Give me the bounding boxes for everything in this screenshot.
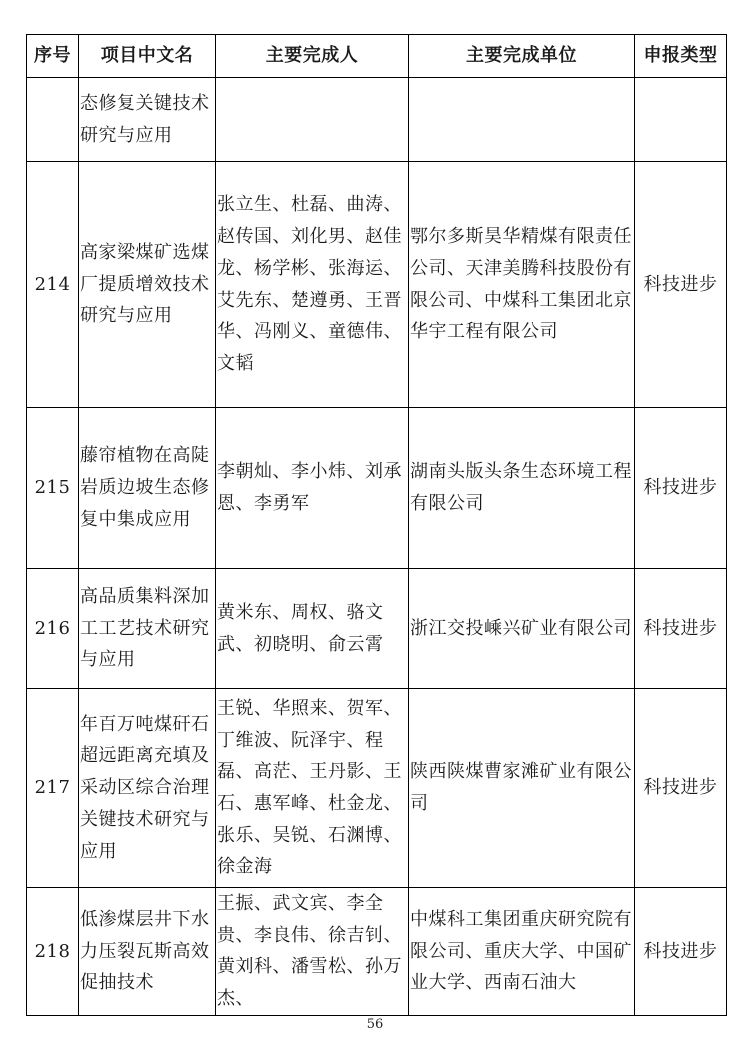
declaration-type <box>635 78 727 162</box>
header-no: 序号 <box>27 35 79 78</box>
main-units: 浙江交投嵊兴矿业有限公司 <box>409 569 635 689</box>
declaration-type: 科技进步 <box>635 689 727 888</box>
declaration-type: 科技进步 <box>635 162 727 408</box>
table-row <box>27 569 727 689</box>
main-contributors <box>216 78 409 162</box>
row-number <box>27 78 79 162</box>
project-name: 低渗煤层井下水力压裂瓦斯高效促抽技术 <box>79 888 216 1016</box>
header-unit: 主要完成单位 <box>409 35 635 78</box>
row-number: 216 <box>27 569 79 689</box>
main-units: 湖南头版头条生态环境工程有限公司 <box>409 408 635 569</box>
declaration-type: 科技进步 <box>635 888 727 1016</box>
main-contributors: 李朝灿、李小炜、刘承恩、李勇军 <box>216 408 409 569</box>
main-contributors: 黄米东、周权、骆文武、初晓明、俞云霄 <box>216 569 409 689</box>
main-units <box>409 78 635 162</box>
project-name: 高家梁煤矿选煤厂提质增效技术研究与应用 <box>79 162 216 408</box>
project-name: 态修复关键技术研究与应用 <box>79 78 216 162</box>
main-contributors: 张立生、杜磊、曲涛、赵传国、刘化男、赵佳龙、杨学彬、张海运、艾先东、楚遵勇、王晋华、冯刚义、童德伟、文韬 <box>216 162 409 408</box>
main-units: 中煤科工集团重庆研究院有限公司、重庆大学、中国矿业大学、西南石油大 <box>409 888 635 1016</box>
header-type: 申报类型 <box>635 35 727 78</box>
row-number: 217 <box>27 689 79 888</box>
table-row <box>27 78 727 162</box>
project-name: 高品质集料深加工工艺技术研究与应用 <box>79 569 216 689</box>
project-name: 年百万吨煤矸石超远距离充填及采动区综合治理关键技术研究与应用 <box>79 689 216 888</box>
header-people: 主要完成人 <box>216 35 409 78</box>
table-row <box>27 888 727 1016</box>
declaration-type: 科技进步 <box>635 408 727 569</box>
page-number: 56 <box>366 1017 384 1032</box>
project-name: 藤帘植物在高陡岩质边坡生态修复中集成应用 <box>79 408 216 569</box>
row-number: 214 <box>27 162 79 408</box>
table-row <box>27 162 727 408</box>
declaration-type: 科技进步 <box>635 569 727 689</box>
main-units: 陕西陕煤曹家滩矿业有限公司 <box>409 689 635 888</box>
row-number: 215 <box>27 408 79 569</box>
awards-table <box>26 34 727 1016</box>
table-row <box>27 689 727 888</box>
header-row <box>27 35 727 78</box>
header-name: 项目中文名 <box>79 35 216 78</box>
main-contributors: 王振、武文宾、李全贵、李良伟、徐吉钊、黄刘科、潘雪松、孙万杰、 <box>216 888 409 1016</box>
main-contributors: 王锐、华照来、贺军、丁维波、阮泽宇、程磊、高茫、王丹影、王石、惠军峰、杜金龙、张乐、吴锐、石渊博、徐金海 <box>216 689 409 888</box>
row-number: 218 <box>27 888 79 1016</box>
table-row <box>27 408 727 569</box>
main-units: 鄂尔多斯昊华精煤有限责任公司、天津美腾科技股份有限公司、中煤科工集团北京华宇工程有限公司 <box>409 162 635 408</box>
